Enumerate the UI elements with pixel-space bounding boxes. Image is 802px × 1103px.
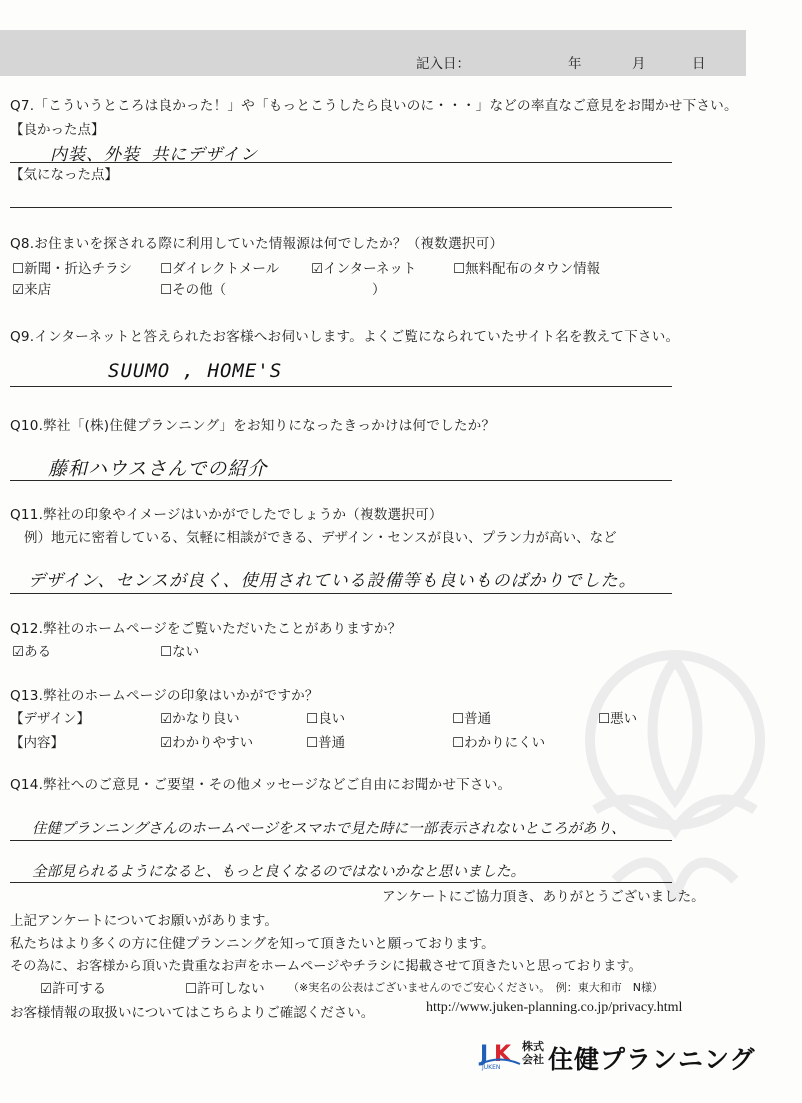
q8-option-visit[interactable]: ☑来店 [12, 282, 52, 298]
month-label: 月 [632, 56, 646, 72]
q11-example: 例）地元に密着している、気軽に相談ができる、デザイン・センスが良い、プラン力が高い、など [24, 530, 617, 546]
q8-option-newspaper[interactable]: ☐新聞・折込チラシ [12, 261, 133, 277]
q14-line2 [10, 882, 672, 883]
q13-content-unclear[interactable]: ☐わかりにくい [452, 735, 546, 751]
q8-option-other[interactable]: ☐その他（ [160, 282, 227, 298]
q7-good-label: 【良かった点】 [10, 122, 105, 138]
q12-option-yes[interactable]: ☑ある [12, 644, 52, 660]
day-label: 日 [692, 56, 706, 72]
q13-design-very-good[interactable]: ☑かなり良い [160, 711, 240, 727]
q8-question: Q8.お住まいを探される際に利用していた情報源は何でしたか？（複数選択可） [10, 236, 504, 252]
q14-answer-line2[interactable]: 全部見られるようになると、もっと良くなるのではないかなと思いました。 [32, 864, 525, 880]
q13-question: Q13.弊社のホームページの印象はいかがですか？ [10, 688, 319, 704]
q8-option-town-info[interactable]: ☐無料配布のタウン情報 [453, 261, 601, 277]
q13-content-normal[interactable]: ☐普通 [306, 735, 346, 751]
svg-text:J: J [480, 1042, 489, 1067]
permit-option[interactable]: ☑許可する [40, 981, 107, 997]
footer-line1: 上記アンケートについてお願いがあります。 [10, 913, 278, 929]
q7-concern-label: 【気になった点】 [10, 167, 118, 183]
q12-option-no[interactable]: ☐ない [160, 644, 200, 660]
date-label: 記入日： [416, 56, 470, 72]
q9-answer[interactable]: SUUMO , HOME'S [108, 360, 283, 382]
logo-kaisha: 会社 [522, 1053, 544, 1066]
company-logo-mark-icon [478, 1037, 522, 1075]
q14-question: Q14.弊社へのご意見・ご要望・その他メッセージなどご自由にお聞かせ下さい。 [10, 777, 512, 793]
q13-design-good[interactable]: ☐良い [306, 711, 346, 727]
svg-text:K: K [494, 1042, 512, 1067]
logo-sub: JUKEN [482, 1064, 501, 1071]
q10-line [10, 480, 672, 481]
q12-question: Q12.弊社のホームページをご覧いただいたことがありますか？ [10, 621, 402, 637]
year-label: 年 [568, 56, 582, 72]
q13-content-clear[interactable]: ☑わかりやすい [160, 735, 254, 751]
footer-line3: その為に、お客様から頂いた貴重なお声をホームページやチラシに掲載させて頂きたいと思っております。 [10, 959, 642, 974]
q9-question: Q9.インターネットと答えられたお客様へお伺いします。よくご覧になられていたサイト名を教えて下さい。 [10, 329, 680, 345]
q11-question: Q11.弊社の印象やイメージはいかがでしたでしょうか（複数選択可） [10, 507, 443, 523]
q13-content-label: 【内容】 [10, 735, 64, 751]
q11-answer[interactable]: デザイン、センスが良く、使用されている設備等も良いものばかりでした。 [28, 571, 637, 591]
q8-option-dm[interactable]: ☐ダイレクトメール [160, 261, 280, 277]
footer-line2: 私たちはより多くの方に住健プランニングを知って頂きたいと願っております。 [10, 936, 495, 952]
q9-line [10, 386, 672, 387]
q8-option-internet[interactable]: ☑インターネット [311, 261, 417, 277]
q8-other-close: ） [372, 282, 386, 298]
anonymity-note: （※実名の公表はございませんのでご安心ください。 例：東大和市 N様） [288, 981, 663, 994]
logo-kabu: 株式 [522, 1040, 544, 1053]
q13-design-normal[interactable]: ☐普通 [452, 711, 492, 727]
q13-design-label: 【デザイン】 [10, 711, 91, 727]
q7-question: Q7.「こういうところは良かった！」や「もっとこうしたら良いのに・・・」などの率直なご意見をお聞かせ下さい。 [10, 98, 738, 114]
q7-concern-line[interactable] [10, 207, 672, 208]
privacy-link[interactable]: http://www.juken-planning.co.jp/privacy.html [426, 1000, 683, 1015]
privacy-text: お客様情報の取扱いについてはこちらよりご確認ください。 [10, 1005, 375, 1021]
q14-line1 [10, 840, 672, 841]
q7-good-answer[interactable]: 内装、外装 共にデザイン [50, 145, 259, 165]
q14-thanks: アンケートにご協力頂き、ありがとうございました。 [382, 889, 705, 905]
company-logo-name: 住健プランニング [548, 1045, 756, 1074]
deny-option[interactable]: ☐許可しない [185, 981, 265, 997]
q11-line [10, 593, 672, 594]
q10-answer[interactable]: 藤和ハウスさんでの紹介 [48, 458, 268, 480]
q14-answer-line1[interactable]: 住健プランニングさんのホームページをスマホで見た時に一部表示されないところがあり、 [32, 821, 626, 837]
q10-question: Q10.弊社「(株)住健プランニング」をお知りになったきっかけは何でしたか？ [10, 418, 496, 434]
q13-design-bad[interactable]: ☐悪い [598, 711, 638, 727]
